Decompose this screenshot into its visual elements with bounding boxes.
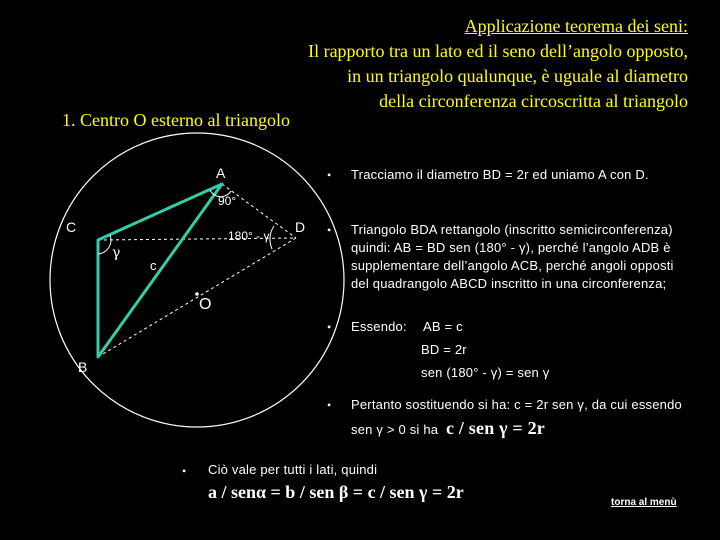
bullet-1-text: Tracciamo il diametro BD = 2r ed uniamo A con D. [351,167,649,182]
bullet-4-line-2 [351,419,545,439]
title-line-2: Il rapporto tra un lato ed il seno dell’angolo opposto, [308,41,688,61]
bullet-3: • [327,320,332,334]
bullet-2-line-1: Triangolo BDA rettangolo (inscritto semicirconferenza) [351,222,673,237]
title-line-3: in un triangolo qualunque, è uguale al diametro [347,66,688,86]
bullet-1: • [327,168,332,182]
bullet-2-text [351,221,713,293]
bullet-2: • [327,223,332,237]
conclusion-formula: a / senα = b / sen β = c / sen γ = 2r [208,482,464,502]
bullet-5: • [182,464,187,478]
bullet-4-result: c / sen γ = 2r [446,418,545,438]
bullet-2-line-3: supplementare dell’angolo ACB, perché angoli opposti [351,258,674,273]
label-b: B [78,359,88,375]
triangle-abc [98,184,222,357]
bullet-2-line-4: del quadrangolo ABCD inscritto in una circonferenza; [351,276,667,291]
title-line-1: Applicazione teorema dei seni: [464,16,688,36]
bullet-2-line-2: quindi: AB = BD sen (180° - γ), perché l’angolo ADB è [351,240,671,255]
bullet-3-eq-3: sen (180° - γ) = sen γ [421,365,550,380]
label-c: C [66,219,77,235]
label-a: A [216,165,226,181]
title-line-4: della circonferenza circoscritta al triangolo [379,91,688,111]
bullet-4: • [327,398,332,412]
label-angle-gamma: γ [112,245,121,261]
bullet-3-eq-1: AB = c [423,319,463,334]
case-subtitle: 1. Centro O esterno al triangolo [62,110,290,130]
bullet-4-prefix: sen γ > 0 si ha [351,422,439,437]
angle-arc-d [270,226,274,249]
circumcircle [50,133,344,427]
back-to-menu-link[interactable]: torna al menù [611,497,677,508]
label-angle-180-gamma: 180° - γ [228,229,270,243]
diameter-bd [98,238,296,357]
bullet-3-eq-2: BD = 2r [421,342,467,357]
label-o: O [199,296,212,313]
label-d: D [295,219,306,235]
conclusion-text: Ciò vale per tutti i lati, quindi [208,462,378,477]
label-side-c: c [150,258,157,273]
label-angle-90: 90° [218,194,237,208]
bullet-4-line-1: Pertanto sostituendo si ha: c = 2r sen γ, da cui essendo [351,397,682,412]
bullet-3-label: Essendo: [351,319,407,334]
